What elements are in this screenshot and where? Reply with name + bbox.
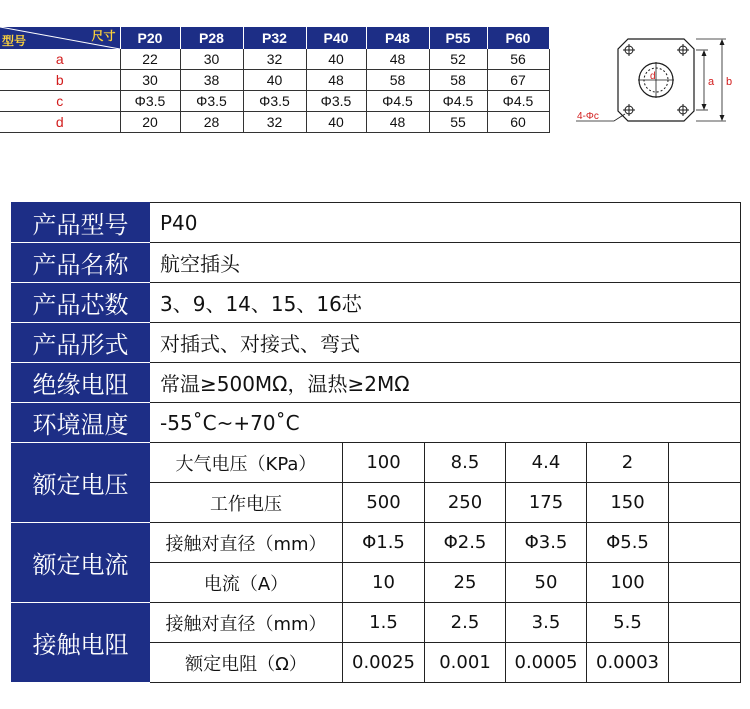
spec-row-model [12,203,741,243]
spec-label: 产品名称 [12,243,150,283]
dimension-cell: 32 [243,49,306,70]
spec-number: Φ1.5 [343,523,425,563]
empty-cell [669,563,741,603]
spec-number: 0.0005 [506,643,587,683]
spec-number: 250 [425,483,506,523]
spec-row-insulation [12,363,741,403]
spec-label: 接触电阻 [12,603,150,683]
spec-value: 常温≥500MΩ，温热≥2MΩ [150,363,741,403]
dimension-cell: Φ4.5 [487,91,549,112]
spec-label: 绝缘电阻 [12,363,150,403]
model-header: P32 [243,27,306,49]
dimension-cell: Φ3.5 [180,91,243,112]
model-header: P40 [306,27,366,49]
dimension-cell: 52 [429,49,487,70]
dimension-cell: 40 [306,49,366,70]
corner-size-label: 尺寸 [91,29,116,43]
sub-label: 接触对直径（mm） [150,603,343,643]
label-a: a [708,76,715,88]
spec-number: 10 [343,563,425,603]
dimension-cell: 40 [306,112,366,133]
spec-number: 25 [425,563,506,603]
dimension-cell: 30 [180,49,243,70]
spec-number: 100 [587,563,669,603]
spec-row-current-1 [12,523,741,563]
spec-number: 0.0025 [343,643,425,683]
dimension-cell: 28 [180,112,243,133]
spec-row-name [12,243,741,283]
spec-label: 额定电流 [12,523,150,603]
spec-table [11,202,741,683]
dimension-cell: 56 [487,49,549,70]
spec-value: 航空插头 [150,243,741,283]
row-label: d [0,112,120,133]
sub-label: 电流（A） [150,563,343,603]
spec-number: Φ2.5 [425,523,506,563]
model-header: P60 [487,27,549,49]
dimension-cell: Φ4.5 [366,91,429,112]
empty-cell [669,523,741,563]
dimension-cell: 48 [366,112,429,133]
center-bore [638,62,674,98]
dimension-row-b [0,70,549,91]
spec-row-voltage-1 [12,443,741,483]
spec-number: Φ5.5 [587,523,669,563]
dimension-cell: 40 [243,70,306,91]
flange-drawing [574,33,744,133]
dimension-cell: 55 [429,112,487,133]
dimension-cell: 30 [120,70,180,91]
spec-number: 500 [343,483,425,523]
spec-label: 产品型号 [12,203,150,243]
dimension-cell: 58 [366,70,429,91]
dimension-table [0,27,550,133]
spec-label: 额定电压 [12,443,150,523]
sub-label: 接触对直径（mm） [150,523,343,563]
spec-value: -55˚C~+70˚C [150,403,741,443]
spec-number: 150 [587,483,669,523]
dimension-cell: Φ3.5 [306,91,366,112]
spec-label: 产品芯数 [12,283,150,323]
dimension-cell: Φ3.5 [120,91,180,112]
label-b: b [726,76,733,88]
dimension-header-row [0,27,549,49]
spec-number: 0.001 [425,643,506,683]
dimension-cell: 20 [120,112,180,133]
dimension-cell: 67 [487,70,549,91]
spec-number: 1.5 [343,603,425,643]
row-label: b [0,70,120,91]
model-header: P20 [120,27,180,49]
spec-row-cores [12,283,741,323]
spec-number: Φ3.5 [506,523,587,563]
dimension-cell: 22 [120,49,180,70]
label-holes: 4-Φc [577,111,599,122]
dimension-cell: Φ3.5 [243,91,306,112]
spec-number: 100 [343,443,425,483]
model-header: P48 [366,27,429,49]
dimension-cell: 38 [180,70,243,91]
spec-number: 3.5 [506,603,587,643]
spec-number: 5.5 [587,603,669,643]
empty-cell [669,483,741,523]
spec-number: 4.4 [506,443,587,483]
dimension-cell: Φ4.5 [429,91,487,112]
spec-value: 3、9、14、15、16芯 [150,283,741,323]
dimension-row-d [0,112,549,133]
dimension-cell: 60 [487,112,549,133]
dimension-cell: 58 [429,70,487,91]
dimension-cell: 48 [306,70,366,91]
dimension-row-a [0,49,549,70]
model-header: P55 [429,27,487,49]
spec-value: P40 [150,203,741,243]
spec-number: 2.5 [425,603,506,643]
dimension-cell: 32 [243,112,306,133]
spec-row-form [12,323,741,363]
spec-label: 产品形式 [12,323,150,363]
dimension-corner-cell [0,27,120,49]
spec-label: 环境温度 [12,403,150,443]
spec-number: 50 [506,563,587,603]
spec-number: 8.5 [425,443,506,483]
spec-number: 2 [587,443,669,483]
spec-value: 对插式、对接式、弯式 [150,323,741,363]
spec-row-resistance-1 [12,603,741,643]
sub-label: 额定电阻（Ω） [150,643,343,683]
dimension-row-c [0,91,549,112]
spec-row-environment [12,403,741,443]
spec-number: 175 [506,483,587,523]
corner-model-label: 型号 [2,34,27,48]
empty-cell [669,643,741,683]
row-label: a [0,49,120,70]
label-d: d [650,71,656,82]
dimension-cell: 48 [366,49,429,70]
sub-label: 工作电压 [150,483,343,523]
empty-cell [669,443,741,483]
spec-number: 0.0003 [587,643,669,683]
row-label: c [0,91,120,112]
empty-cell [669,603,741,643]
model-header: P28 [180,27,243,49]
sub-label: 大气电压（KPa） [150,443,343,483]
